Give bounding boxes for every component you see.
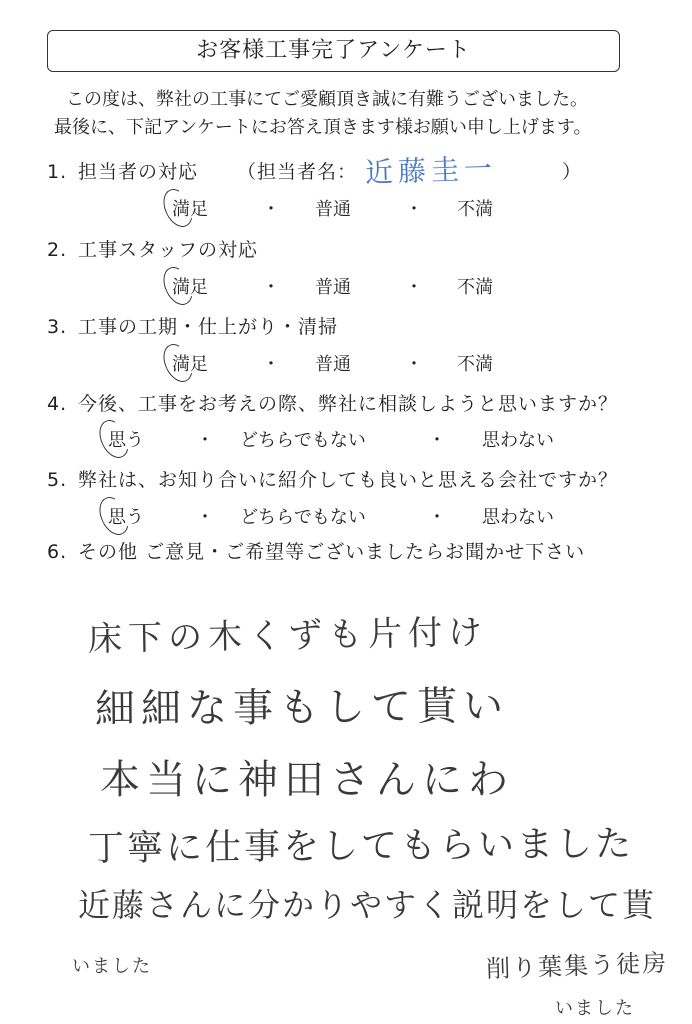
question-number: 2. <box>47 239 68 261</box>
question-6 <box>47 541 585 563</box>
option-yes: 思う <box>108 430 144 451</box>
staff-name-label: （担当者名： <box>237 161 358 183</box>
answer-options-4 <box>0 430 692 454</box>
option-separator: ・ <box>262 354 280 375</box>
option-satisfied: 満足 <box>172 277 208 298</box>
option-separator: ・ <box>262 199 280 220</box>
intro-line-2: 最後に、下記アンケートにお答え頂きます様お願い申し上げます。 <box>54 117 592 138</box>
staff-name-close: ） <box>562 161 583 183</box>
question-text: 担当者の対応 <box>78 161 199 183</box>
option-satisfied: 満足 <box>172 354 208 375</box>
answer-options-2 <box>0 277 692 301</box>
handwritten-comment-line: 床下の木くずも片付け <box>87 612 489 660</box>
question-number: 4. <box>47 393 68 415</box>
question-3 <box>47 316 338 338</box>
question-4 <box>47 393 618 415</box>
handwritten-comment-line: 丁寧に仕事をしてもらいました <box>87 823 635 870</box>
answer-options-5 <box>0 507 692 531</box>
option-average: 普通 <box>315 199 351 220</box>
handwritten-comment-line: 近藤さんに分かりやすく説明をして貰 <box>78 886 657 924</box>
option-dissatisfied: 不満 <box>457 354 493 375</box>
option-separator: ・ <box>262 277 280 298</box>
option-no: 思わない <box>482 507 554 528</box>
staff-name-handwritten: 近藤圭一 <box>364 151 498 190</box>
question-text: その他 ご意見・ご希望等ございましたらお聞かせ下さい <box>78 541 586 563</box>
question-1 <box>47 151 583 190</box>
option-separator: ・ <box>405 277 423 298</box>
question-number: 1. <box>47 161 68 183</box>
option-separator: ・ <box>405 354 423 375</box>
survey-title: お客様工事完了アンケート <box>47 30 620 72</box>
question-2 <box>47 239 258 261</box>
option-yes: 思う <box>108 507 144 528</box>
handwritten-comment-line: 本当に神田さんにわ <box>100 757 514 803</box>
option-separator: ・ <box>428 430 446 451</box>
question-5 <box>47 469 618 491</box>
handwritten-comment-line: 細細な事もして貰い <box>94 683 510 733</box>
question-number: 6. <box>47 541 68 563</box>
option-dissatisfied: 不満 <box>457 199 493 220</box>
option-average: 普通 <box>315 277 351 298</box>
handwritten-comment-line: いました <box>72 956 152 977</box>
question-text: 工事の工期・仕上がり・清掃 <box>78 316 339 338</box>
option-separator: ・ <box>428 507 446 528</box>
option-separator: ・ <box>196 507 214 528</box>
question-number: 3. <box>47 316 68 338</box>
question-text: 弊社は、お知り合いに紹介しても良いと思える会社ですか？ <box>78 469 619 491</box>
option-separator: ・ <box>405 199 423 220</box>
option-separator: ・ <box>196 430 214 451</box>
option-no: 思わない <box>482 430 554 451</box>
question-number: 5. <box>47 469 68 491</box>
question-text: 工事スタッフの対応 <box>78 239 259 261</box>
handwritten-comment-line: いました <box>555 998 635 1019</box>
handwritten-comment-line: 削り葉集う徒房 <box>485 948 669 984</box>
option-dissatisfied: 不満 <box>457 277 493 298</box>
option-average: 普通 <box>315 354 351 375</box>
question-text: 今後、工事をお考えの際、弊社に相談しようと思いますか？ <box>78 393 619 415</box>
option-neutral: どちらでもない <box>240 507 366 528</box>
answer-options-1 <box>0 199 692 223</box>
option-satisfied: 満足 <box>172 199 208 220</box>
answer-options-3 <box>0 354 692 378</box>
option-neutral: どちらでもない <box>240 430 366 451</box>
intro-line-1: この度は、弊社の工事にてご愛顧頂き誠に有難うございました。 <box>66 89 588 110</box>
